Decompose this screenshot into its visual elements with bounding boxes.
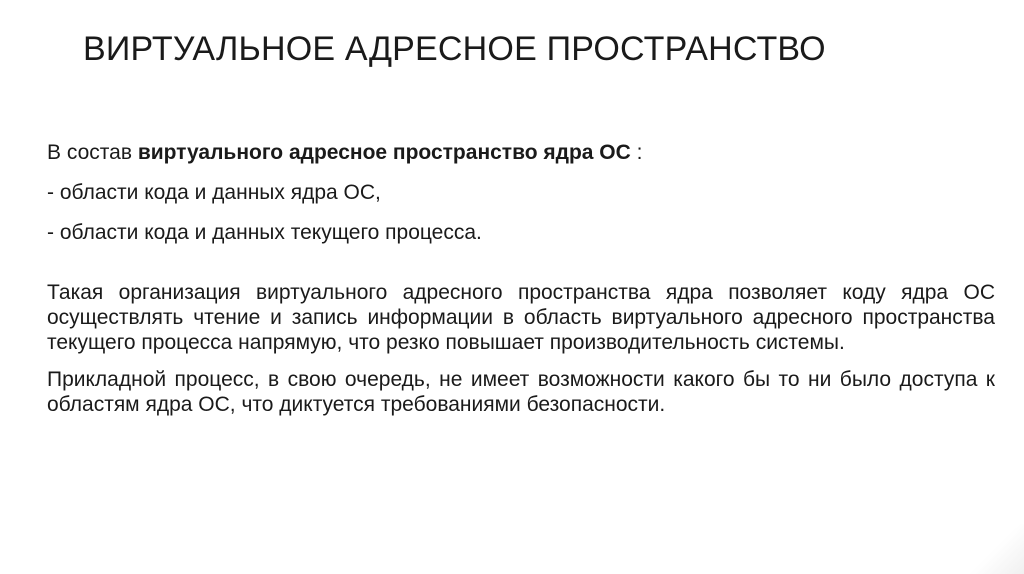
spacer — [47, 260, 995, 280]
corner-decoration — [964, 524, 1024, 574]
paragraph: Прикладной процесс, в свою очередь, не имеет возможности какого бы то ни было доступа к областям ядра ОС, что диктуется требованиями безопасности. — [47, 368, 995, 416]
intro-line — [47, 140, 995, 165]
slide-title: ВИРТУАЛЬНОЕ АДРЕСНОЕ ПРОСТРАНСТВО — [83, 30, 826, 68]
intro-prefix: В состав — [47, 141, 138, 164]
slide-body — [47, 140, 995, 429]
list-item: - области кода и данных ядра ОС, — [47, 181, 381, 204]
intro-bold-text: виртуального адресное пространство ядра ОС — [137, 141, 631, 164]
paragraph: Такая организация виртуального адресного пространства ядра позволяет коду ядра ОС осуществлять чтение и запись информации в область виртуального адресного пространства текущего процесса напрямую, что резко повышает производительность системы. — [47, 281, 995, 354]
list-item: - области кода и данных текущего процесса. — [47, 221, 482, 244]
intro-suffix: : — [630, 141, 643, 164]
